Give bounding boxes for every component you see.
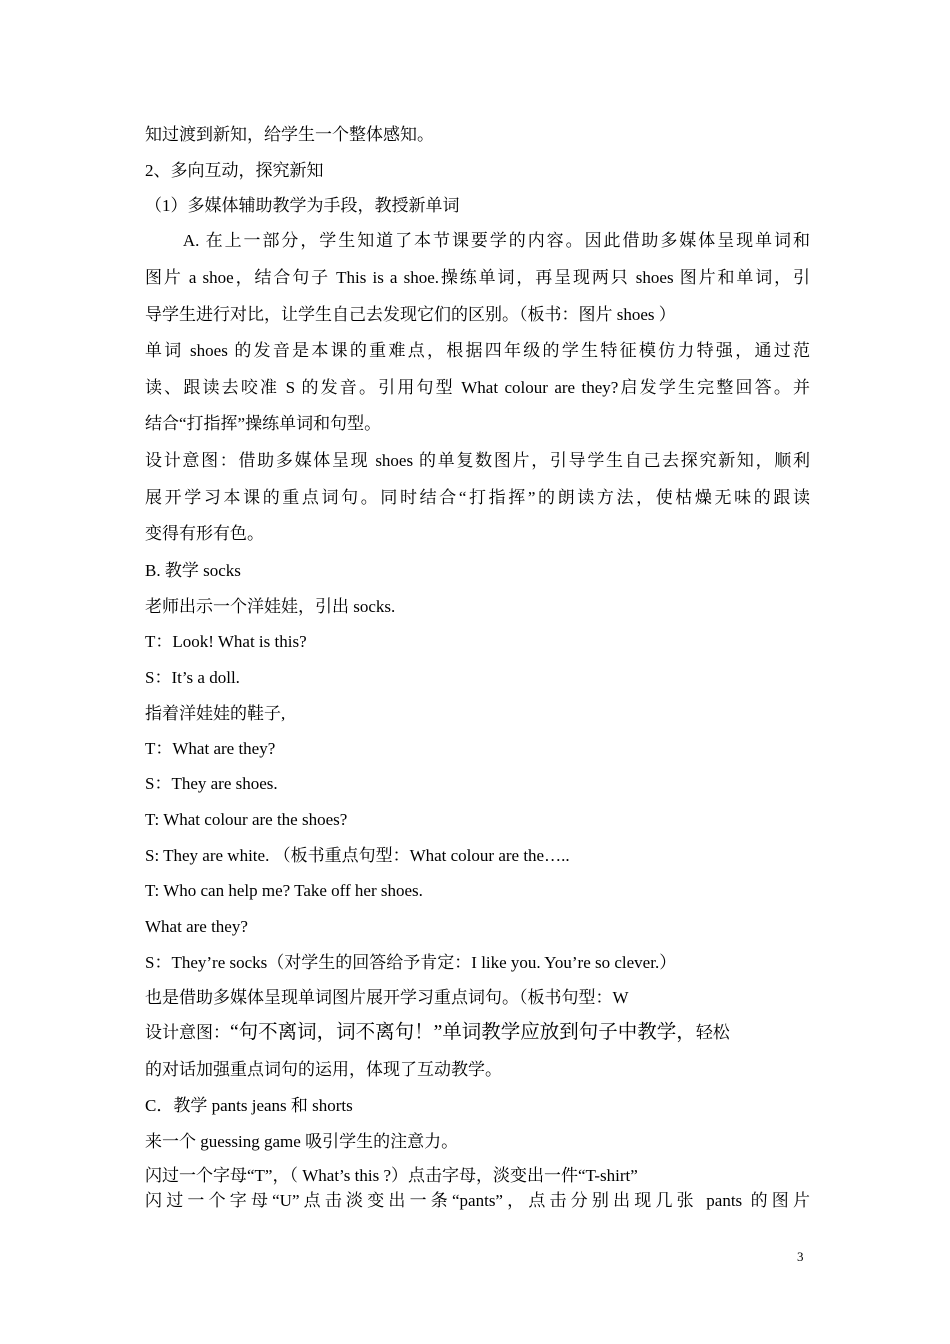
text-line: 也是借助多媒体呈现单词图片展开学习重点词句。（板书句型：W — [145, 988, 629, 1007]
dialogue-line: S：It’s a doll. — [145, 668, 240, 687]
dialogue-line: T: What colour are the shoes? — [145, 810, 348, 829]
design-intent-line: 设计意图：借助多媒体呈现 shoes 的单复数图片，引导学生自己去探究新知，顺利 — [145, 451, 810, 470]
text-line: 闪过一个字母“T”，（ What’s this ?）点击字母，淡变出一件“T-shirt” — [145, 1166, 638, 1185]
section-heading: 2、多向互动，探究新知 — [145, 161, 324, 180]
text-line: 导学生进行对比，让学生自己去发现它们的区别。（板书：图片 shoes ） — [145, 305, 676, 324]
text-line: 的对话加强重点词句的运用，体现了互动教学。 — [145, 1060, 502, 1079]
dialogue-line: T：Look! What is this? — [145, 632, 307, 651]
dialogue-line: S: They are white. （板书重点句型：What colour are the….. — [145, 846, 570, 865]
text-line: 结合“打指挥”操练单词和句型。 — [145, 414, 382, 433]
subsection-heading: C．教学 pants jeans 和 shorts — [145, 1096, 353, 1115]
dialogue-line: T: Who can help me? Take off her shoes. — [145, 881, 423, 900]
text-line: 闪过一个字母“U”点击淡变出一条“pants”，点击分别出现几张 pants 的图片 — [145, 1191, 810, 1210]
design-intent-label: 设计意图： — [145, 1023, 230, 1042]
text-line: 来一个 guessing game 吸引学生的注意力。 — [145, 1132, 459, 1151]
page-number: 3 — [797, 1249, 804, 1264]
text-line: 知过渡到新知，给学生一个整体感知。 — [145, 125, 434, 144]
text-line: 变得有形有色。 — [145, 524, 264, 543]
text-line: 展开学习本课的重点词句。同时结合“打指挥”的朗读方法，使枯燥无味的跟读 — [145, 488, 810, 507]
text-line: A. 在上一部分，学生知道了本节课要学的内容。因此借助多媒体呈现单词和 — [145, 231, 810, 250]
text-line: 指着洋娃娃的鞋子, — [145, 704, 286, 723]
text-line: 读、跟读去咬准 S 的发音。引用句型 What colour are they?启发学生完整回答。并 — [145, 378, 810, 397]
text-fragment: 轻松 — [695, 1023, 730, 1042]
text-line: 单词 shoes 的发音是本课的重难点，根据四年级的学生特征模仿力特强，通过范 — [145, 341, 810, 360]
emphasis-text: “句不离词，词不离句！”单词教学应放到句子中教学， — [230, 1022, 696, 1043]
dialogue-line: What are they? — [145, 917, 248, 936]
dialogue-line: S：They are shoes. — [145, 774, 278, 793]
subsection-heading: B. 教学 socks — [145, 561, 241, 580]
text-line: 老师出示一个洋娃娃，引出 socks. — [145, 597, 396, 616]
design-intent-line — [145, 1022, 810, 1044]
text-line: 图片 a shoe，结合句子 This is a shoe.操练单词，再呈现两只 shoes 图片和单词，引 — [145, 268, 810, 287]
subsection-heading: （1）多媒体辅助教学为手段，教授新单词 — [145, 196, 460, 215]
dialogue-line: T：What are they? — [145, 739, 276, 758]
dialogue-line: S：They’re socks（对学生的回答给予肯定：I like you. You’re so clever.） — [145, 953, 677, 972]
